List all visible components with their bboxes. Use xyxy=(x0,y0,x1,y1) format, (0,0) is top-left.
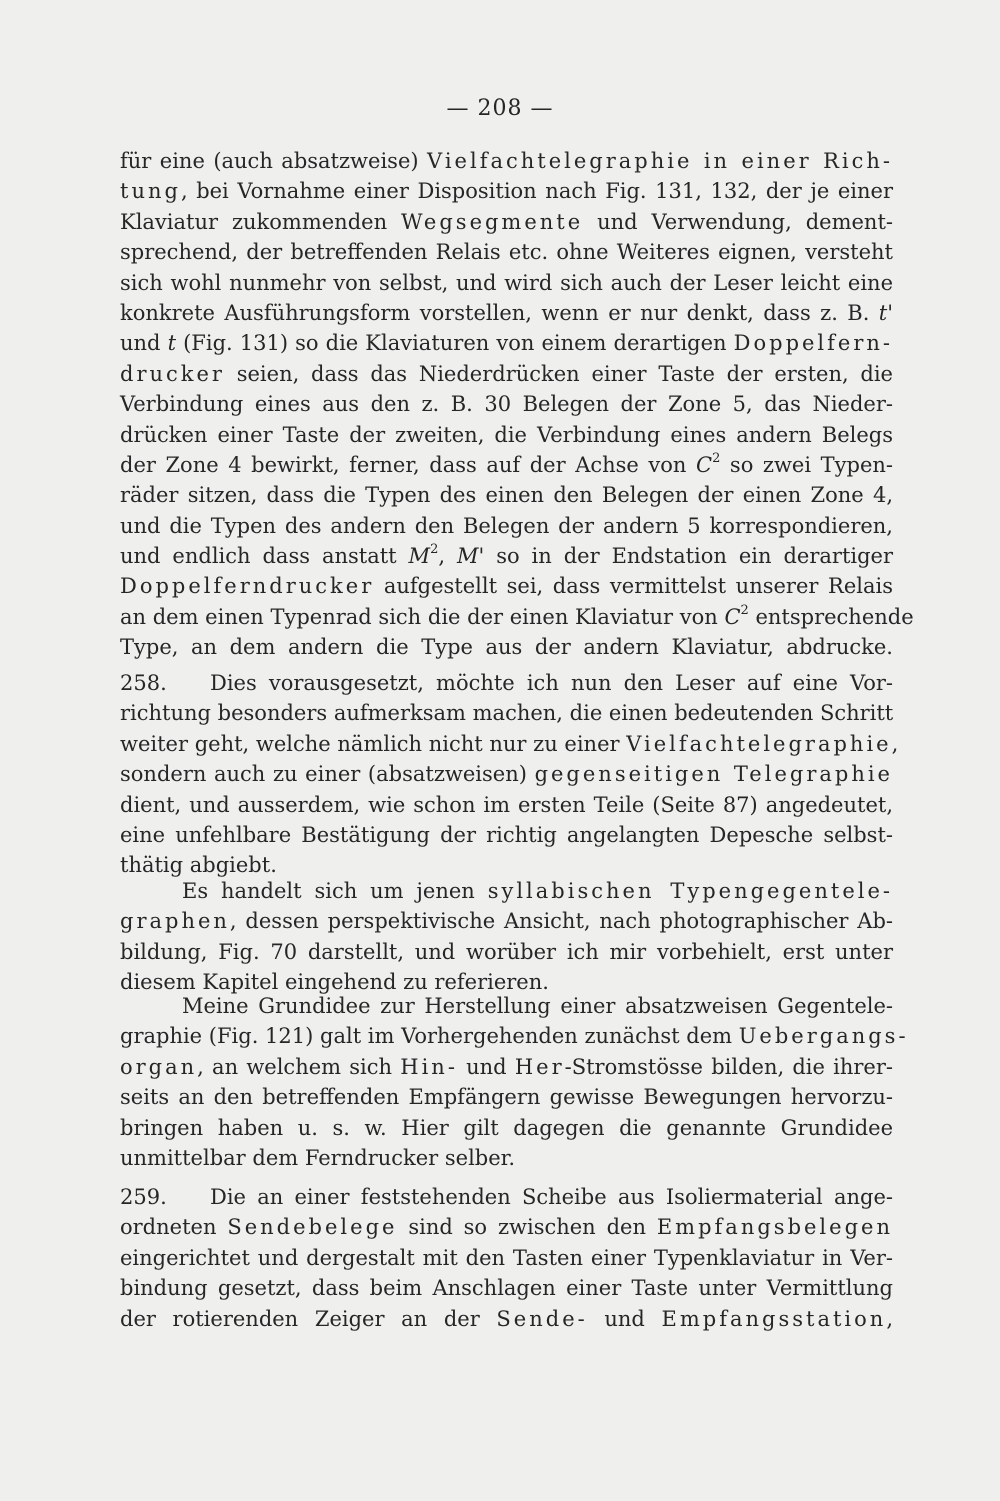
text-line: tung, bei Vornahme einer Disposition nach Fig. 131, 132, der je einer xyxy=(120,179,893,204)
text-line: weiter geht, welche nämlich nicht nur zu einer Vielfachtelegraphie, xyxy=(120,731,899,756)
text-line: Klaviatur zukommenden Wegsegmente und Verwendung, dement- xyxy=(120,209,893,234)
text-line: und endlich dass anstatt $M^2$, M' so in der Endstation ein derartiger xyxy=(120,542,894,569)
text-line: Type, an dem andern die Type aus der andern Klaviatur, abdrucke. xyxy=(120,635,893,660)
text-line: ordneten Sendebelege sind so zwischen den Empfangsbelegen xyxy=(120,1215,893,1240)
text-line: organ, an welchem sich Hin- und Her-Stromstösse bilden, die ihrer- xyxy=(120,1054,893,1079)
text-line: drucker seien, dass das Niederdrücken einer Taste der ersten, die xyxy=(120,361,893,386)
text-line: bildung, Fig. 70 darstellt, und worüber ich mir vorbehielt, erst unter xyxy=(120,939,893,964)
text-line: bringen haben u. s. w. Hier gilt dagegen die genannte Grundidee xyxy=(120,1115,893,1140)
text-line: an dem einen Typenrad sich die der einen Klaviatur von $C^2$ entsprechende xyxy=(120,602,914,629)
text-line: räder sitzen, dass die Typen des einen den Belegen der einen Zone 4, xyxy=(120,483,893,508)
text-line: 259. Die an einer feststehenden Scheibe aus Isoliermaterial ange- xyxy=(120,1182,893,1212)
text-line: Verbindung eines aus den z. B. 30 Belegen der Zone 5, das Nieder- xyxy=(120,392,893,417)
paragraph-continuation xyxy=(120,146,914,663)
text-line: für eine (auch absatzweise) Vielfachtelegraphie in einer Rich- xyxy=(120,149,894,173)
text-line: graphen, dessen perspektivische Ansicht, nach photographischer Ab- xyxy=(120,909,893,934)
text-line: der Zone 4 bewirkt, ferner, dass auf der Achse von $C^2$ so zwei Typen- xyxy=(120,450,893,477)
paragraph-grundidee xyxy=(120,991,909,1173)
text-line: bindung gesetzt, dass beim Anschlagen einer Taste unter Vermittlung xyxy=(120,1276,893,1301)
text-line: Doppelferndrucker aufgestellt sei, dass vermittelst unserer Relais xyxy=(120,574,893,599)
text-line: dient, und ausserdem, wie schon im ersten Teile (Seite 87) angedeutet, xyxy=(120,792,893,817)
text-line: und t (Fig. 131) so die Klaviaturen von einem derartigen Doppelfern- xyxy=(120,331,894,356)
text-line: konkrete Ausführungsform vorstellen, wenn er nur denkt, dass z. B. t' xyxy=(120,300,893,325)
paragraph-section-259 xyxy=(120,1182,893,1334)
text-line: sondern auch zu einer (absatzweisen) gegenseitigen Telegraphie xyxy=(120,762,893,787)
text-line: diesem Kapitel eingehend zu referieren. xyxy=(120,970,549,995)
text-line: richtung besonders aufmerksam machen, die einen bedeutenden Schritt xyxy=(120,701,894,726)
paragraph-section-258 xyxy=(120,668,899,881)
text-line: und die Typen des andern den Belegen der andern 5 korrespondieren, xyxy=(120,513,893,538)
text-line: sich wohl nunmehr von selbst, und wird sich auch der Leser leicht eine xyxy=(120,270,893,295)
paragraph-syllabisch xyxy=(120,876,893,998)
text-line: Es handelt sich um jenen syllabischen Typengegentele- xyxy=(182,879,893,903)
text-line: eingerichtet und dergestalt mit den Tasten einer Typenklaviatur in Ver- xyxy=(120,1245,893,1270)
text-line: seits an den betreffenden Empfängern gewisse Bewegungen hervorzu- xyxy=(120,1085,893,1110)
text-line: thätig abgiebt. xyxy=(120,853,277,878)
page-number: — 208 — xyxy=(446,96,554,121)
section-number: 259. xyxy=(120,1185,167,1209)
text-line: 258. Dies vorausgesetzt, möchte ich nun den Leser auf eine Vor- xyxy=(120,668,893,698)
section-number: 258. xyxy=(120,671,167,695)
text-line: eine unfehlbare Bestätigung der richtig angelangten Depesche selbst- xyxy=(120,822,893,847)
text-line: der rotierenden Zeiger an der Sende- und Empfangsstation, xyxy=(120,1306,893,1331)
text-line: Meine Grundidee zur Herstellung einer absatzweisen Gegentele- xyxy=(182,994,893,1018)
text-line: drücken einer Taste der zweiten, die Verbindung eines andern Belegs xyxy=(120,422,893,447)
text-line: sprechend, der betreffenden Relais etc. ohne Weiteres eignen, versteht xyxy=(120,240,893,265)
text-line: graphie (Fig. 121) galt im Vorhergehenden zunächst dem Uebergangs- xyxy=(120,1024,909,1049)
text-line: unmittelbar dem Ferndrucker selber. xyxy=(120,1145,516,1170)
